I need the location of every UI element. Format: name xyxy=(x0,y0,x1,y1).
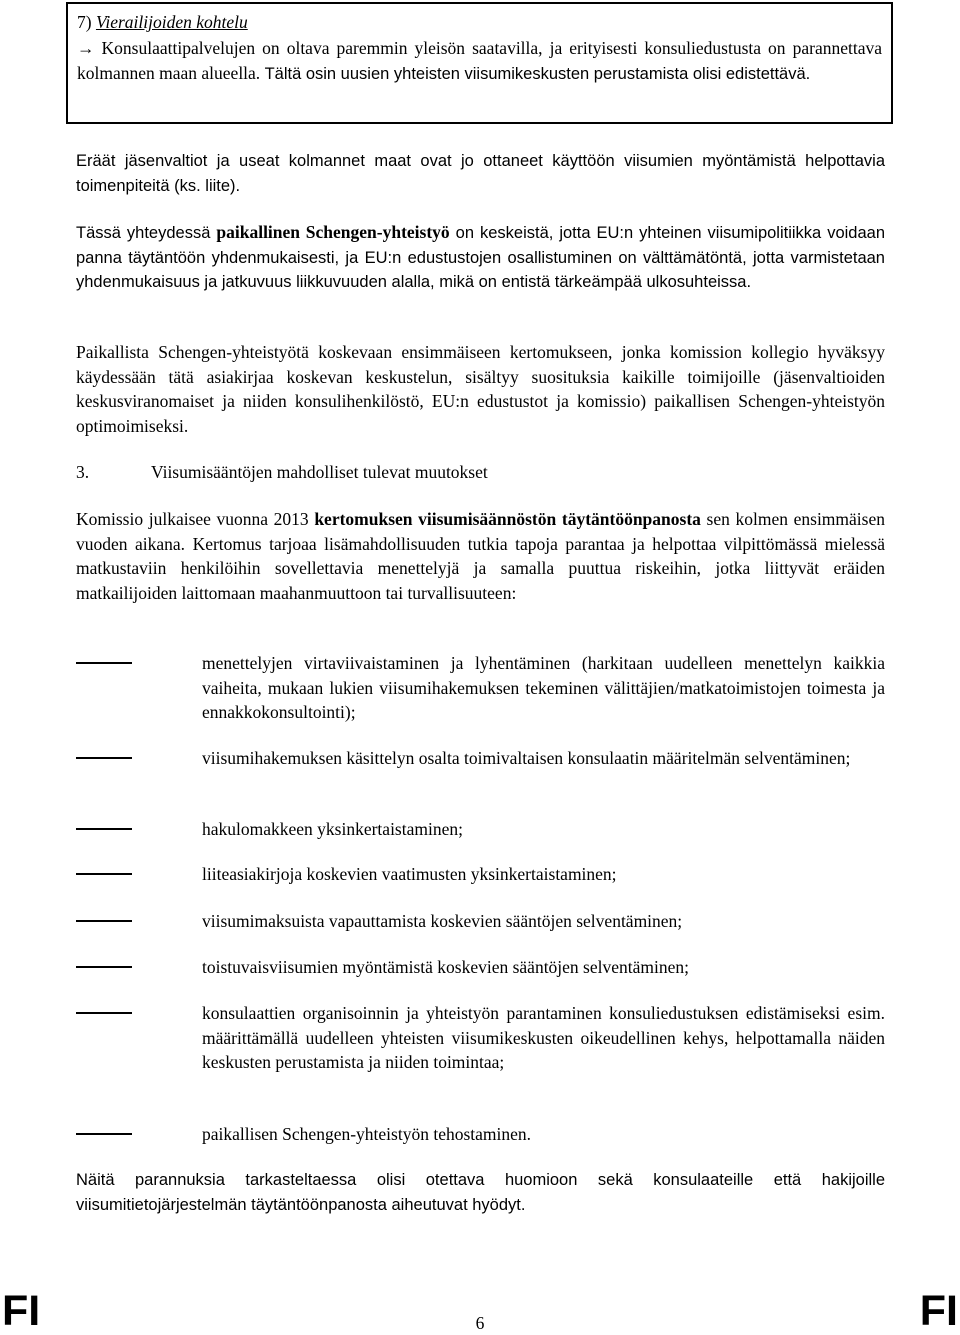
box-title xyxy=(77,8,882,36)
list-item xyxy=(76,651,885,725)
list-item-text: toistuvaisviisumien myöntämistä koskevien sääntöjen selventäminen; xyxy=(202,957,690,977)
paragraph-5: Näitä parannuksia tarkasteltaessa olisi otettava huomioon sekä konsulaateille että hakijoille viisumitietojärjestelmän täytäntöönpanosta aiheutuvat hyödyt. xyxy=(76,1171,885,1214)
heading-number: 3. xyxy=(76,462,90,482)
p4-bold: kertomuksen viisumisäännöstön täytäntöönpanosta xyxy=(314,509,701,529)
list-item-text: konsulaattien organisoinnin ja yhteistyön parantaminen konsuliedustuksen edistämiseksi esim. määrittämällä uudelleen yhteisten viisumikeskusten oikeudellinen kehys, helpottamalla näiden keskusten perustamista ja niiden toimintaa; xyxy=(202,1003,885,1072)
p4-pre: Komissio julkaisee vuonna 2013 xyxy=(76,509,309,529)
list-item-text: paikallisen Schengen-yhteistyön tehostaminen. xyxy=(202,1124,532,1144)
list-item-text: viisumihakemuksen käsittelyn osalta toimivaltaisen konsulaatin määritelmän selventäminen; xyxy=(202,748,851,768)
dash-icon xyxy=(76,662,132,664)
footer-language-right: FI xyxy=(919,1287,958,1335)
list-item-text: hakulomakkeen yksinkertaistaminen; xyxy=(202,819,463,839)
dash-icon xyxy=(76,757,132,759)
p2-pre: Tässä yhteydessä xyxy=(76,224,211,242)
p2-post: on keskeistä, jotta EU:n yhteinen viisumipolitiikka voidaan panna täytäntöön yhdenmukaisesti, ja EU:n edustustojen osallistuminen on välttämätöntä, jotta varmistetaan yhdenmukaisuus ja jatkuvuus liikkuvuuden alalla, mikä on entistä tärkeämpää ulkosuhteissa. xyxy=(76,224,886,291)
dash-icon xyxy=(76,873,132,875)
section-7-box xyxy=(66,2,893,124)
dash-icon xyxy=(76,966,132,968)
heading-title: Viisumisääntöjen mahdolliset tulevat muutokset xyxy=(151,462,488,482)
list-item xyxy=(76,817,885,842)
dash-icon xyxy=(76,1133,132,1135)
dash-icon xyxy=(76,828,132,830)
page-number: 6 xyxy=(475,1313,485,1333)
box-body xyxy=(77,36,882,86)
box-text-sans: Tältä osin uusien yhteisten viisumikeskusten perustamista olisi edistettävä. xyxy=(264,64,811,83)
paragraph-2 xyxy=(76,220,885,295)
dash-icon xyxy=(76,920,132,922)
list-item xyxy=(76,1122,885,1147)
list-item xyxy=(76,1001,885,1075)
box-text: Konsulaattipalvelujen on oltava paremmin yleisön saatavilla, ja erityisesti konsuliedustusta on parannettava kolmannen maan alueella. xyxy=(77,38,882,83)
paragraph-4 xyxy=(76,507,885,605)
paragraph-3: Paikallista Schengen-yhteistyötä koskevaan ensimmäiseen kertomukseen, jonka komission kollegio hyväksyy käydessään tätä asiakirjaa koskevan keskustelun, sisältyy suosituksia kaikille toimijoille (jäsenvaltioiden keskusviranomaiset ja niiden konsulihenkilöstö, EU:n edustustot ja komissio) paikallisen Schengen-yhteistyön optimoimiseksi. xyxy=(76,342,885,436)
list-item xyxy=(76,909,885,934)
footer-language-left: FI xyxy=(2,1287,41,1335)
section-heading xyxy=(76,460,885,485)
p4-sans: Kertomus tarjoaa lisämahdollisuuden tutkia tapoja parantaa ja helpottaa vilpittömässä mielessä matkustaviin henkilöihin sovellettavia menettelyjä ja samalla puuttua riskeihin, jotka liittyvät eräiden matkailijoiden laittomaan maahanmuuttoon tai turvallisuuteen: xyxy=(76,533,885,603)
p2-bold: paikallinen Schengen-yhteistyö xyxy=(216,222,450,242)
arrow-icon: → xyxy=(77,38,95,58)
dash-icon xyxy=(76,1012,132,1014)
box-title-link[interactable]: Vierailijoiden kohtelu xyxy=(95,12,248,32)
list-item xyxy=(76,955,885,980)
list-item-text: viisumimaksuista vapauttamista koskevien sääntöjen selventäminen; xyxy=(202,911,683,931)
list-item-text: liiteasiakirjoja koskevien vaatimusten yksinkertaistaminen; xyxy=(202,864,617,884)
list-item-text: menettelyjen virtaviivaistaminen ja lyhentäminen (harkitaan uudelleen menettelyn kaikkia vaiheita, mukaan lukien viisumihakemuksen tekeminen välittäjien/matkatoimistojen toimesta ja ennakkokonsultointi); xyxy=(202,653,885,722)
list-item xyxy=(76,746,885,771)
box-number: 7) xyxy=(77,12,92,32)
list-item xyxy=(76,862,885,887)
p4-mid: sen kolmen ensimmäisen vuoden aikana. xyxy=(76,509,885,554)
paragraph-1: Eräät jäsenvaltiot ja useat kolmannet maat ovat jo ottaneet käyttöön viisumien myöntämistä helpottavia toimenpiteitä (ks. liite). xyxy=(76,152,885,195)
